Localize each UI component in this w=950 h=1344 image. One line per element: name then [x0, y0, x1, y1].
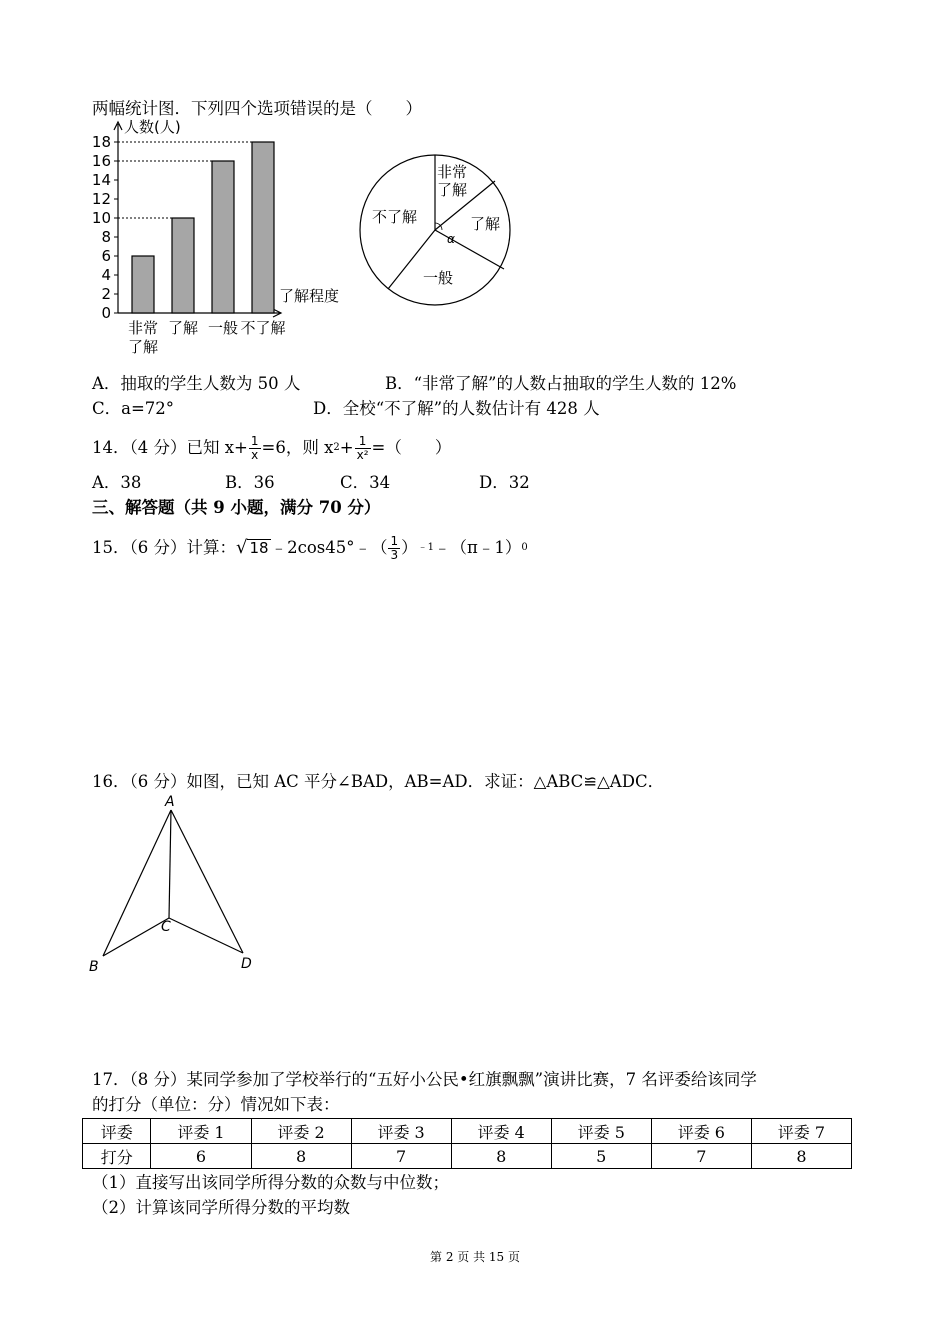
q14-mid: =6，则 x [261, 438, 334, 457]
y-tick-label: 10 [91, 209, 111, 227]
q15-frac-numerator: 1 [390, 533, 399, 548]
score-table [82, 1118, 852, 1169]
table-header-cell: 评委 4 [451, 1119, 551, 1144]
y-tick-label: 16 [91, 152, 111, 170]
q14-exponent: 2 [333, 442, 340, 453]
q13-option-b: B．“非常了解”的人数占抽取的学生人数的 12% [385, 374, 737, 393]
table-header-cell: 评委 2 [251, 1119, 351, 1144]
y-tick-label: 2 [101, 285, 111, 303]
q14-suffix: =（ ） [371, 438, 452, 457]
x-tick-label: 不了解 [240, 319, 286, 337]
q14-frac2-numerator: 1 [355, 435, 371, 449]
x-axis-label: 了解程度 [279, 287, 340, 305]
section-heading: 三、解答题（共 9 小题，满分 70 分） [92, 498, 381, 517]
pie-chart [355, 150, 520, 315]
y-tick-label: 12 [91, 190, 111, 208]
y-tick-label: 14 [91, 171, 111, 189]
q14-option-d: D．32 [479, 473, 530, 492]
table-cell: 7 [351, 1144, 451, 1169]
vertex-d-label: D [241, 956, 252, 972]
y-tick-label: 4 [101, 266, 111, 284]
q14-frac2-denominator: x² [356, 447, 369, 462]
q14-option-b: B．36 [225, 473, 275, 492]
table-cell: 打分 [83, 1144, 151, 1169]
x-tick-label: 一般 [207, 319, 239, 337]
segment-cd [169, 918, 243, 953]
q14-frac1-denominator: x [251, 447, 259, 462]
vertex-b-label: B [89, 959, 99, 975]
q16-stem: 16．（6 分）如图，已知 AC 平分∠BAD，AB=AD．求证：△ABC≌△ADC． [92, 772, 665, 791]
q15-stem [92, 528, 528, 568]
q15-tail: ﹣（π﹣1） [433, 538, 522, 557]
table-header-cell: 评委 6 [651, 1119, 751, 1144]
bar [252, 142, 274, 313]
pie-label-general: 一般 [423, 269, 454, 287]
page-footer: 第 2 页 共 15 页 [430, 1250, 520, 1264]
segment-bc [103, 918, 169, 956]
bar [212, 161, 234, 313]
table-header-row [83, 1119, 852, 1144]
q17-stem-line2: 的打分（单位：分）情况如下表： [92, 1095, 340, 1114]
table-header-cell: 评委 1 [151, 1119, 251, 1144]
table-cell: 8 [751, 1144, 851, 1169]
pie-label-very: 非常 [437, 163, 468, 181]
q14-fraction-2 [355, 435, 371, 462]
q15-prefix: 15．（6 分）计算： [92, 538, 236, 557]
y-axis-label: 人数(人) [124, 118, 181, 136]
q14-prefix: 14．（4 分）已知 x+ [92, 438, 248, 457]
pie-label-alpha: α [447, 232, 455, 246]
bar [172, 218, 194, 313]
q15-close-paren: ） [401, 538, 418, 557]
q13-option-a: A．抽取的学生人数为 50 人 [92, 374, 301, 393]
q15-mid: ﹣2cos45°﹣（ [270, 538, 388, 557]
table-cell: 8 [451, 1144, 551, 1169]
y-tick-label: 6 [101, 247, 111, 265]
segment-ac [169, 810, 171, 918]
x-tick-label: 非常 [127, 319, 159, 337]
pie-divider [435, 230, 504, 269]
q14-option-c: C．34 [340, 473, 391, 492]
table-cell: 7 [651, 1144, 751, 1169]
q13-option-d: D．全校“不了解”的人数估计有 428 人 [313, 399, 600, 418]
table-header-cell: 评委 [83, 1119, 151, 1144]
q14-plus: + [339, 438, 354, 457]
table-row [83, 1144, 852, 1169]
q14-frac1-numerator: 1 [250, 433, 259, 448]
table-cell: 5 [551, 1144, 651, 1169]
table-cell: 8 [251, 1144, 351, 1169]
q15-radicand: 18 [249, 539, 269, 557]
table-header-cell: 评委 5 [551, 1119, 651, 1144]
q17-sub2: （2）计算该同学所得分数的平均数 [92, 1198, 350, 1217]
q13-option-c: C．a=72° [92, 399, 175, 418]
y-tick-label: 0 [101, 304, 111, 322]
triangle-figure [85, 790, 265, 980]
q15-sqrt [236, 539, 271, 557]
vertex-c-label: C [161, 919, 171, 935]
table-header-cell: 评委 3 [351, 1119, 451, 1144]
q13-intro: 两幅统计图．下列四个选项错误的是（ ） [92, 99, 422, 118]
pie-label-unknown: 不了解 [372, 208, 418, 226]
q14-stem [92, 428, 451, 468]
x-tick-label: 了解 [127, 338, 159, 356]
q14-option-a: A．38 [92, 473, 142, 492]
pie-label-know: 了解 [470, 215, 501, 233]
q15-fraction [388, 535, 400, 562]
sqrt-sign-icon: √ [236, 537, 248, 558]
pie-label-very-2: 了解 [437, 181, 468, 199]
q15-exponent-0: 0 [521, 542, 528, 553]
q17-sub1: （1）直接写出该同学所得分数的众数与中位数； [92, 1173, 449, 1192]
bar-chart [86, 118, 356, 363]
segment-ad [171, 810, 243, 953]
y-tick-label: 8 [101, 228, 111, 246]
x-tick-label: 了解 [167, 319, 199, 337]
q14-fraction-1 [249, 435, 261, 462]
q15-exponent-neg1: ﹣1 [417, 542, 434, 553]
y-tick-label: 18 [91, 133, 111, 151]
q17-stem-line1: 17．（8 分）某同学参加了学校举行的“五好小公民•红旗飘飘”演讲比赛，7 名评委给该同学 [92, 1070, 757, 1089]
q15-frac-denominator: 3 [390, 547, 399, 562]
bar [132, 256, 154, 313]
table-cell: 6 [151, 1144, 251, 1169]
table-header-cell: 评委 7 [751, 1119, 851, 1144]
vertex-a-label: A [165, 794, 175, 810]
